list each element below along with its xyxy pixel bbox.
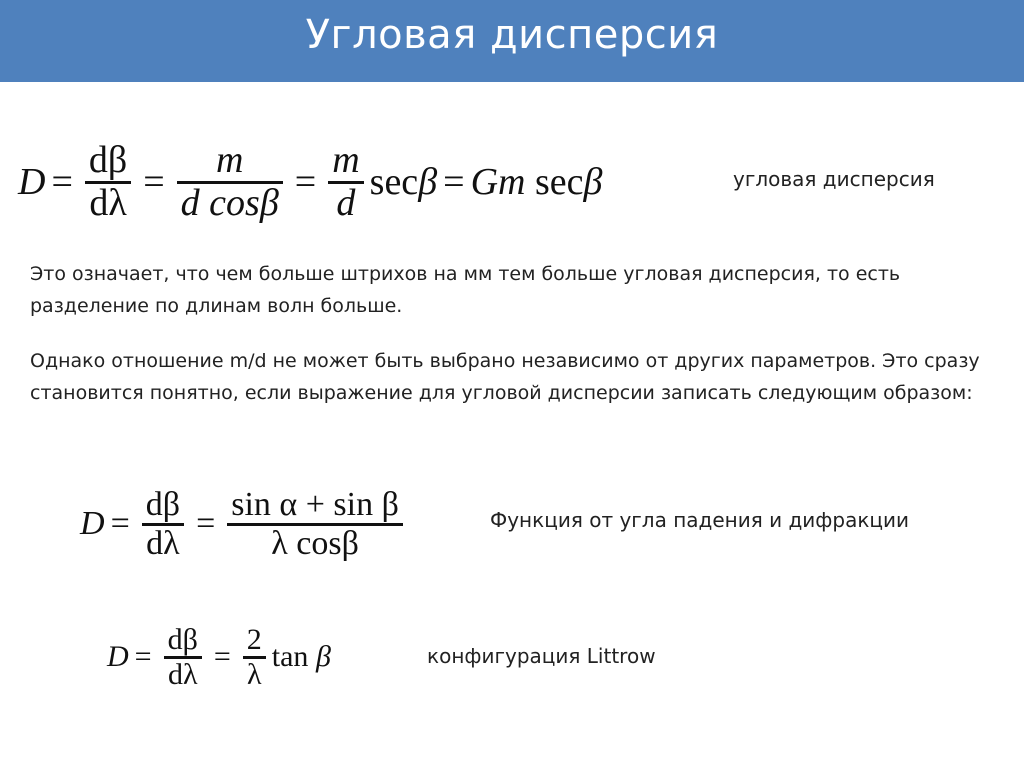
formula2-frac2-den: λ cosβ: [271, 524, 359, 562]
paragraph-meaning: Это означает, что чем больше штрихов на мм тем больше угловая дисперсия, то есть разделение по длинам волн больше.: [30, 263, 901, 317]
formula2-eq: =: [110, 505, 130, 542]
formula3-tan: tan: [271, 640, 309, 673]
formula1-eq3: =: [294, 161, 317, 203]
formula3-eq: =: [134, 640, 152, 673]
formula1-eq4: =: [443, 161, 465, 203]
slide-title: Угловая дисперсия: [305, 12, 719, 58]
formula1-frac-m-dcos: [177, 138, 283, 224]
formula3-beta: β: [315, 640, 331, 673]
formula1-beta2: β: [583, 161, 603, 203]
formula2-frac-dbeta-dlambda: [142, 487, 184, 561]
label-littrow: конфигурация Littrow: [427, 644, 656, 668]
formula1-frac-m-d: [328, 138, 363, 224]
formula1-frac-dbeta-dlambda: [85, 138, 131, 224]
title-bar: [0, 0, 1024, 82]
formula1-frac2-num: m: [215, 138, 244, 181]
formula1-lhs: D: [18, 161, 46, 203]
formula3-lhs: D: [107, 640, 129, 673]
formula3-frac-dbeta-dlambda: [164, 624, 202, 690]
formula2-frac-sin: [227, 487, 403, 561]
formula1-beta: β: [418, 161, 438, 203]
formula1-sec2: sec: [534, 161, 584, 203]
formula3-eq2: =: [213, 640, 231, 673]
formula1-gm: Gm: [470, 161, 526, 203]
formula1-frac2-den: d cosβ: [180, 181, 279, 224]
formula-littrow: [107, 614, 331, 700]
formula1-eq: =: [51, 161, 73, 203]
formula1-frac1-den: dλ: [89, 181, 127, 224]
formula1-sec: sec: [369, 161, 419, 203]
formula2-frac1-num: dβ: [145, 485, 181, 523]
formula1-frac3-den: d: [336, 181, 356, 224]
formula3-frac2-den: λ: [247, 657, 262, 691]
formula3-frac1-num: dβ: [167, 623, 198, 656]
formula1-frac1-num: dβ: [88, 138, 128, 181]
formula1-eq2: =: [143, 161, 165, 203]
formula2-lhs: D: [80, 505, 105, 542]
formula2-frac2-num: sin α + sin β: [231, 485, 399, 523]
formula1-frac3-num: m: [332, 138, 360, 181]
paragraph-however: Однако отношение m/d не может быть выбрано независимо от других параметров. Это сразу становится понятно, если выражение для угловой дисперсии записать следующим образом:: [30, 350, 980, 404]
label-angular-dispersion: угловая дисперсия: [733, 167, 935, 191]
label-incidence-diffraction: Функция от угла падения и дифракции: [490, 508, 910, 532]
formula2-eq2: =: [196, 505, 216, 542]
formula-angular-dispersion: [18, 130, 602, 234]
formula3-frac1-den: dλ: [167, 657, 198, 691]
formula3-frac-2-lambda: [243, 624, 266, 690]
formula3-frac2-num: 2: [246, 623, 262, 656]
formula2-frac1-den: dλ: [146, 524, 180, 562]
formula-incidence-diffraction: [80, 478, 409, 570]
